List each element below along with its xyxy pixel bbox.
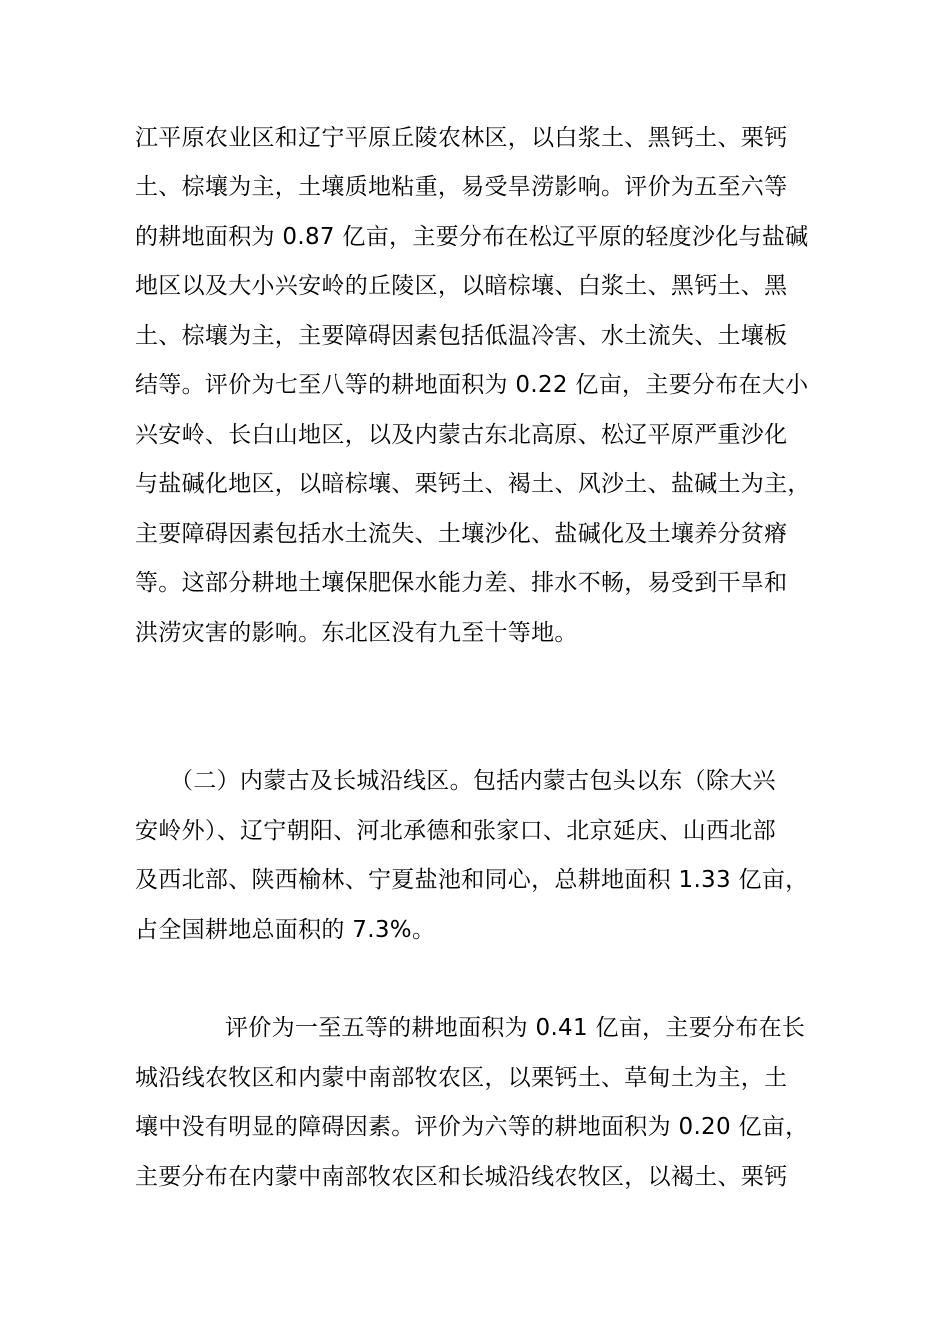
text-line: 江平原农业区和辽宁平原丘陵农林区，以白浆土、黑钙土、栗钙 [135,125,788,151]
text-line: 地区以及大小兴安岭的丘陵区，以暗棕壤、白浆土、黑钙土、黑 [135,273,788,299]
text-line: 占全国耕地总面积的 7.3%。 [135,917,436,943]
text-line: 的耕地面积为 0.87 亿亩，主要分布在松辽平原的轻度沙化与盐碱 [135,224,809,250]
text-line: 等。这部分耕地土壤保肥保水能力差、排水不畅，易受到干旱和 [135,570,788,596]
text-line: 主要障碍因素包括水土流失、土壤沙化、盐碱化及土壤养分贫瘠 [135,521,788,547]
text-line: 土、棕壤为主，土壤质地粘重，易受旱涝影响。评价为五至六等 [135,174,788,200]
text-line: 土、棕壤为主，主要障碍因素包括低温冷害、水土流失、土壤板 [135,323,788,349]
text-line: 结等。评价为七至八等的耕地面积为 0.22 亿亩，主要分布在大小 [135,372,809,398]
text-line: 兴安岭、长白山地区，以及内蒙古东北高原、松辽平原严重沙化 [135,422,788,448]
text-line: 洪涝灾害的影响。东北区没有九至十等地。 [135,620,578,646]
text-line: 及西北部、陕西榆林、宁夏盐池和同心，总耕地面积 1.33 亿亩， [135,867,809,893]
text-line: 安岭外）、辽宁朝阳、河北承德和张家口、北京延庆、山西北部 [135,818,776,844]
text-line: 评价为一至五等的耕地面积为 0.41 亿亩，主要分布在长 [225,1015,806,1041]
text-line: 主要分布在内蒙中南部牧农区和长城沿线农牧区，以褐土、栗钙 [135,1164,788,1190]
text-line: 壤中没有明显的障碍因素。评价为六等的耕地面积为 0.20 亿亩， [135,1114,809,1140]
text-line: 城沿线农牧区和内蒙中南部牧农区，以栗钙土、草甸土为主，土 [135,1065,788,1091]
text-line: 与盐碱化地区，以暗棕壤、栗钙土、褐土、风沙土、盐碱土为主， [135,471,811,497]
section-heading-line: （二）内蒙古及长城沿线区。包括内蒙古包头以东（除大兴 [170,768,776,794]
